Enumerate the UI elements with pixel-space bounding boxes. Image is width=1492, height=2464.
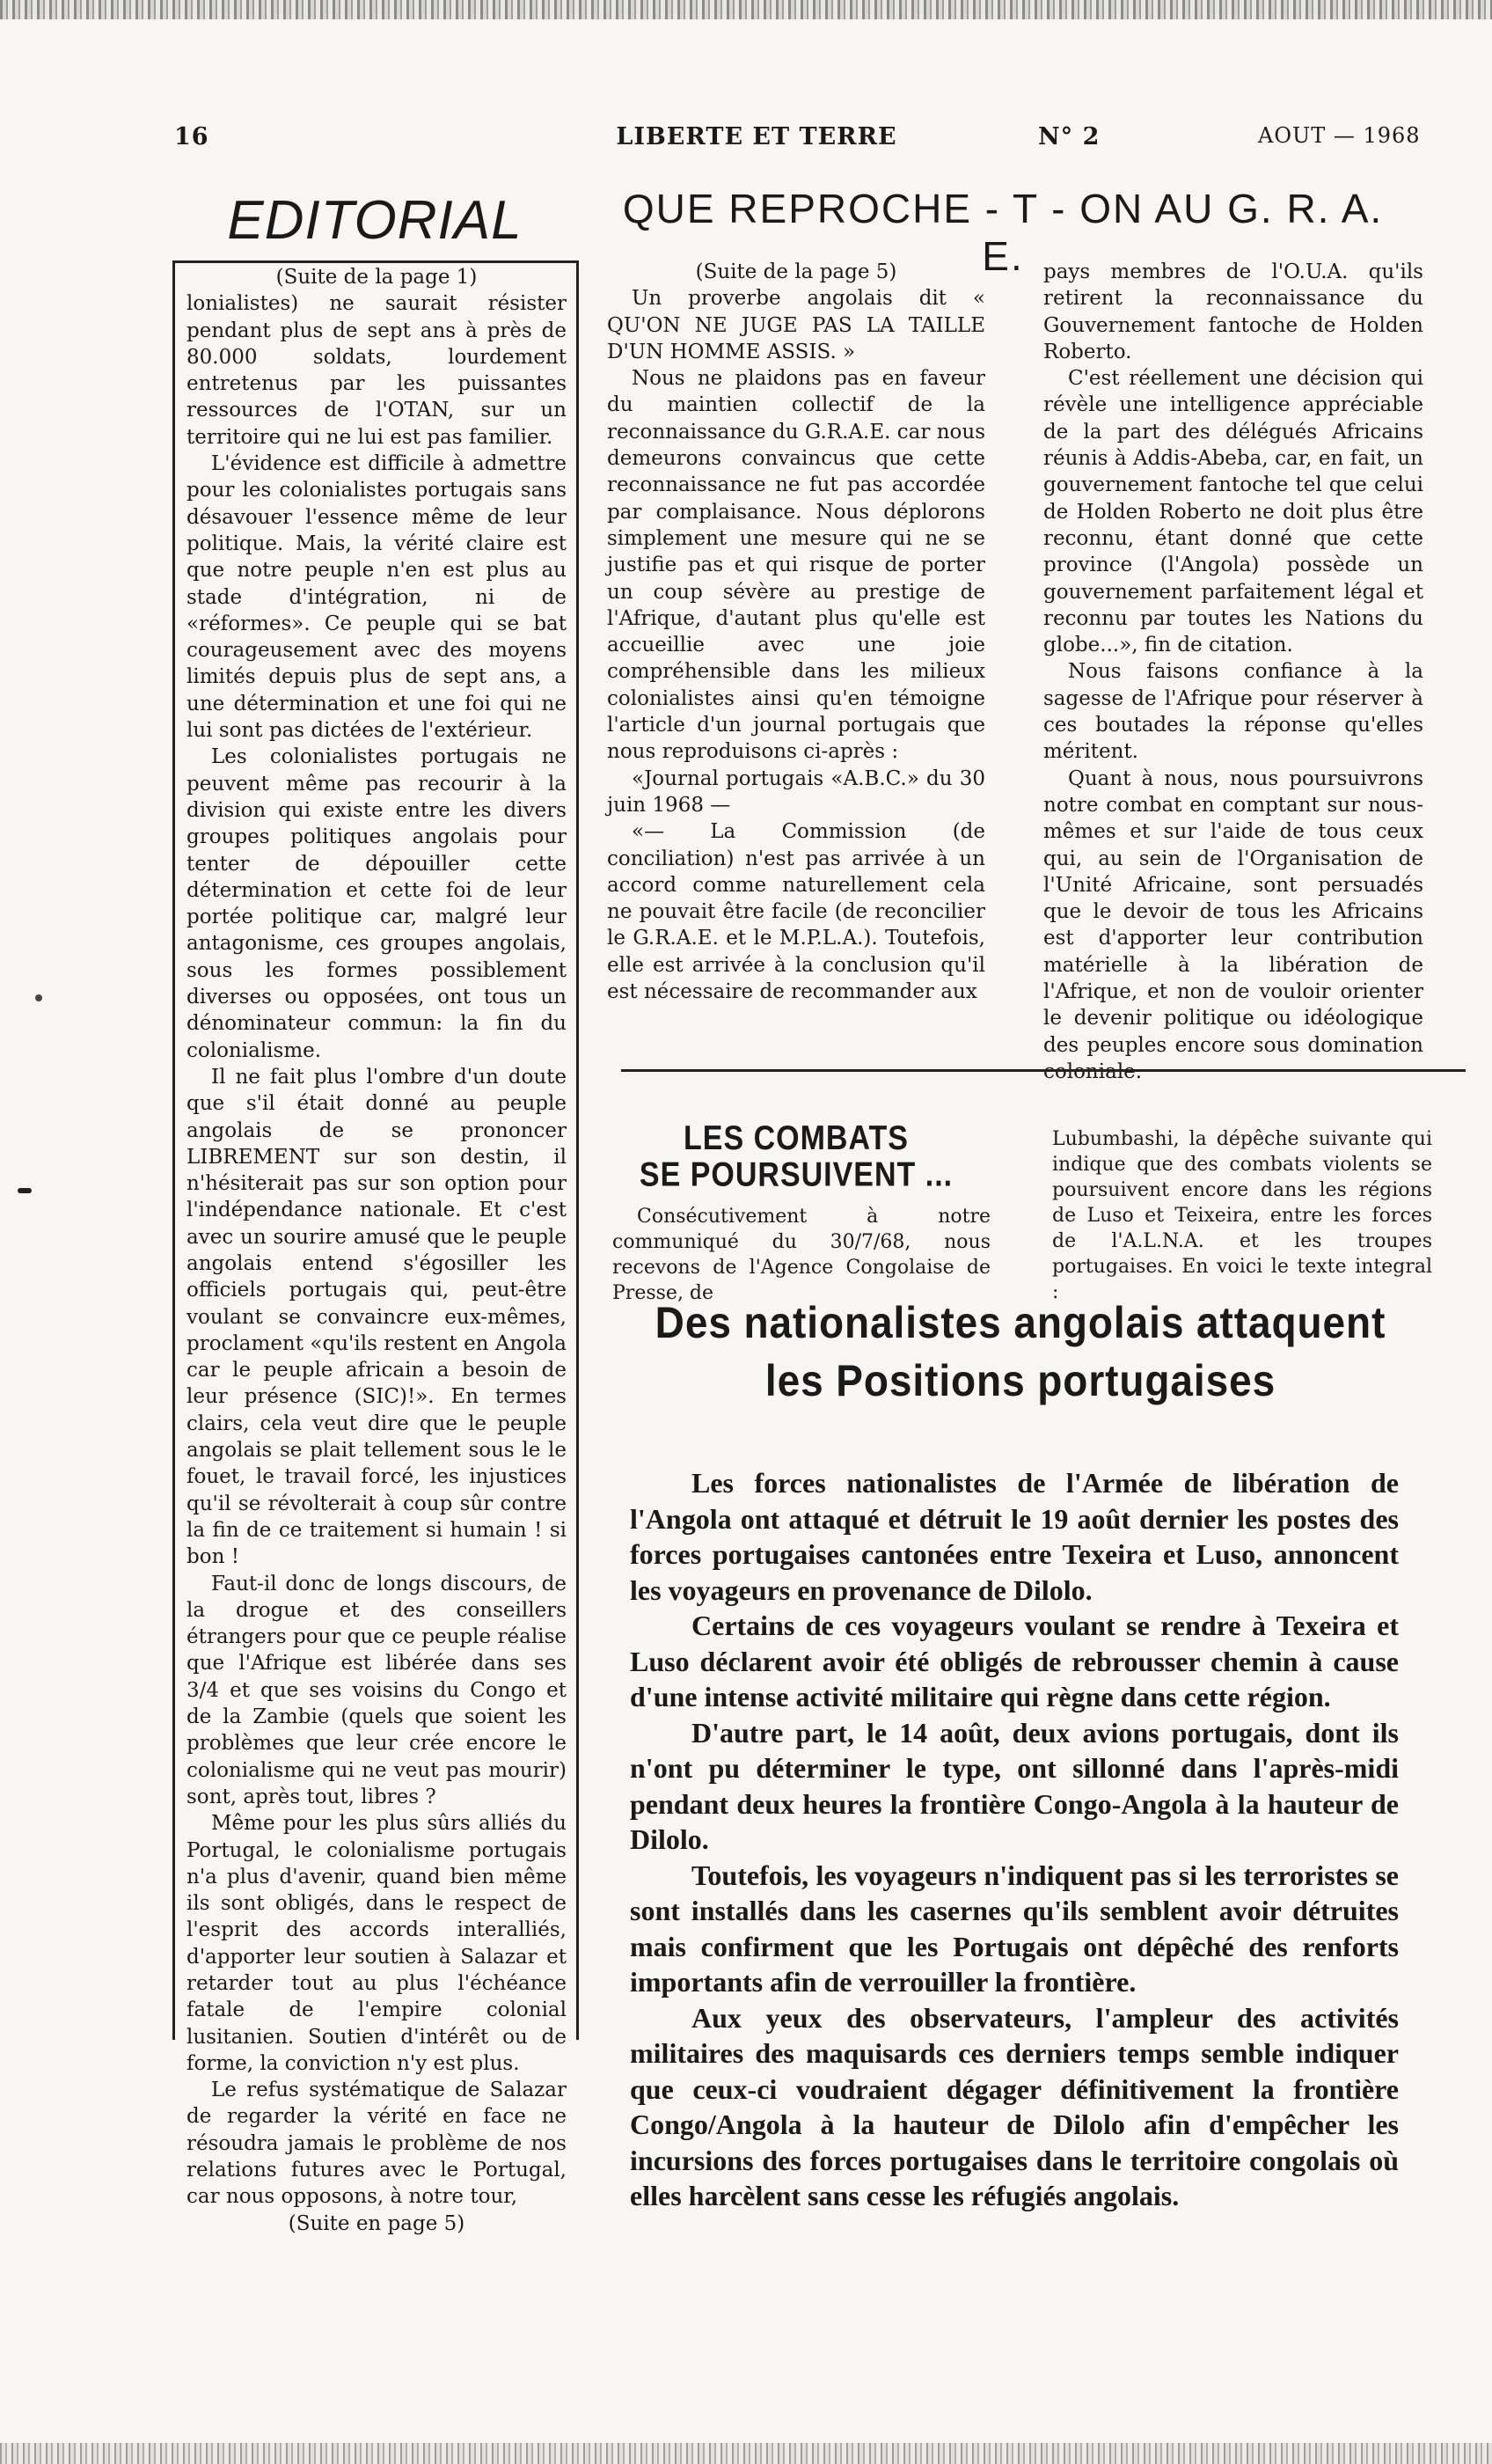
scan-top-edge <box>0 0 1492 19</box>
combats-paragraph: Aux yeux des observateurs, l'ampleur des activités militaires des maquisards ces derniers temps semble indiquer que ceux-ci voudraient dégager définitivement la frontière Congo/Angola à la hauteur de Dilolo afin d'empêcher les incursions des forces portugaises dans le territoire congolais où elles harcèlent sans cesse les réfugiés angolais. <box>630 2001 1399 2211</box>
editorial-paragraph: L'évidence est difficile à admettre pour les colonialistes portugais sans désavouer l'essence même de leur politique. Mais, la vérité claire est que notre peuple n'en est plus au stade d'intégration, ni de «réformes». Ce peuple qui se bat courageusement avec des moyens limités depuis plus de sept ans, a une détermination et une foi qui ne lui sont pas dictées de l'extérieur. <box>186 452 567 743</box>
combats-paragraph: Toutefois, les voyageurs n'indiquent pas si les terroristes se sont installés dans les casernes qu'ils semblent avoir détruites mais confirment que les Portugais ont dépêché des renforts importants afin de verrouiller la frontière. <box>630 1859 1399 1998</box>
grae-paragraph: C'est réellement une décision qui révèle une intelligence appréciable de la part des délégués Africains réunis à Addis-Abeba, car, en fait, un gouvernement fantoche tel que celui de Holden Roberto ne doit plus être reconnu, étant donné que cette province (l'Angola) possède un gouvernement parfaitement légal et reconnu par toutes les Nations du globe...», fin de citation. <box>1043 367 1423 657</box>
editorial-left-rule <box>172 260 175 2040</box>
editorial-paragraph: Il ne fait plus l'ombre d'un doute que s'il était donné au peuple angolais de se prononcer LIBREMENT sur son destin, il n'hésiterait pas sur son option pour l'indépendance nationale. Et c'est avec un sourire amusé que le peuple angolais entend s'égosiller les officiels portugais qui, peut-être voulant se convaincre eux-mêmes, proclament «qu'ils restent en Angola car le peuple africain a besoin de leur présence (SIC)!». En termes clairs, cela veut dire que le peuple angolais se plait tellement sous le le fouet, le travail forcé, les injustices qu'il se révolterait à coup sûr contre la fin de ce traitement si humain ! si bon ! <box>186 1065 567 1569</box>
editorial-paragraph: Le refus systématique de Salazar de regarder la vérité en face ne résoudra jamais le problème de nos relations futures avec le Portugal, car nous opposons, à notre tour, <box>186 2079 567 2209</box>
editorial-continued-to: (Suite en page 5) <box>288 2211 465 2235</box>
grae-paragraph: «Journal portugais «A.B.C.» du 30 juin 1968 — <box>607 766 985 817</box>
combats-title-line2: SE POURSUIVENT ... <box>639 1155 954 1194</box>
combats-intro-right-text: Lubumbashi, la dépêche suivante qui indique que des combats violents se poursuivent encore dans les régions de Luso et Teixeira, entre les forces de l'A.L.N.A. et les troupes portugaises. En voici le texte integral : <box>1052 1128 1432 1303</box>
margin-speck <box>18 1188 32 1193</box>
editorial-continued-from: (Suite de la page 1) <box>275 266 478 289</box>
grae-paragraph: Nous ne plaidons pas en faveur du maintien collectif de la reconnaissance du G.R.A.E. car nous demeurons convaincus que cette reconnaissance ne fut pas accordée par complaisance. Nous déplorons simplement une mesure qui ne se justifie pas et qui risque de porter un coup sévère au prestige de l'Afrique, d'autant plus qu'elle est accueillie avec une joie compréhensible dans les milieux colonialistes ainsi qu'en témoigne l'article d'un journal portugais que nous reproduisons ci-après : <box>607 367 985 764</box>
margin-speck <box>35 994 42 1001</box>
editorial-body <box>186 264 567 2237</box>
combats-paragraph: D'autre part, le 14 août, deux avions portugais, dont ils n'ont pu déterminer le type, ont sillonné dans l'après-midi pendant deux heures la frontière Congo-Angola à la hauteur de Dilolo. <box>630 1716 1399 1855</box>
editorial-paragraph: Faut-il donc de longs discours, de la drogue et des conseillers étrangers pour que ce peuple réalise que l'Afrique est libérée dans ses 3/4 et que ses voisins du Congo et de la Zambie (quels que soient les problèmes que leur crée encore le colonialisme qui ne veut pas mourir) sont, après tout, libres ? <box>186 1572 567 1808</box>
editorial-paragraph: lonialistes) ne saurait résister pendant plus de sept ans à près de 80.000 soldats, lourdement entretenus par les puissantes ressources de l'OTAN, sur un territoire qui ne lui est pas familier. <box>186 292 567 449</box>
combats-body <box>630 1465 1399 2214</box>
grae-column-right <box>1043 259 1423 1085</box>
page-number: 16 <box>174 123 209 150</box>
grae-article-title: QUE REPROCHE - T - ON AU G. R. A. E. <box>622 186 1384 279</box>
combats-intro-left <box>612 1204 991 1306</box>
article-separator-rule <box>621 1069 1466 1072</box>
combats-headline-line1: Des nationalistes angolais attaquent <box>655 1298 1386 1347</box>
issue-number: N° 2 <box>1038 123 1101 150</box>
newspaper-name: LIBERTE ET TERRE <box>616 123 897 150</box>
grae-paragraph: Un proverbe angolais dit « QU'ON NE JUGE PAS LA TAILLE D'UN HOMME ASSIS. » <box>607 287 985 363</box>
editorial-paragraph: Les colonialistes portugais ne peuvent même pas recourir à la division qui existe entre les divers groupes politiques angolais pour tenter de dépouiller cette détermination et cette foi de leur portée politique car, malgré leur antagonisme, ces groupes angolais, sous les formes possiblement diverses ou opposées, ont tous un dénominateur commun: la fin du colonialisme. <box>186 745 567 1062</box>
editorial-top-rule <box>172 260 579 263</box>
editorial-title: EDITORIAL <box>227 190 523 251</box>
combats-title-line1: LES COMBATS <box>684 1118 909 1158</box>
combats-title <box>607 1120 985 1193</box>
grae-paragraph: Quant à nous, nous poursuivrons notre combat en comptant sur nous-mêmes et sur l'aide de tous ceux qui, au sein de l'Organisation de l'Unité Africaine, sont persuadés que le devoir de tous les Africains est d'apporter leur contribution matérielle à la libération de l'Afrique, et non de vouloir orienter le devenir politique ou idéologique des peuples encore sous domination <box>1043 766 1423 1057</box>
combats-intro-right <box>1052 1126 1432 1305</box>
combats-intro-left-text: Consécutivement à notre communiqué du 30/7/68, nous recevons de l'Agence Congolaise de Presse, de <box>612 1206 991 1304</box>
grae-paragraph: Nous faisons confiance à la sagesse de l'Afrique pour réserver à ces boutades la réponse qu'elles méritent. <box>1043 660 1423 764</box>
combats-paragraph: Les forces nationalistes de l'Armée de libération de l'Angola ont attaqué et détruit le 19 août dernier les postes des forces portugaises cantonées entre Texeira et Luso, annoncent les voyageurs en provenance de Dilolo. <box>630 1467 1399 1606</box>
scan-bottom-edge <box>0 2443 1492 2464</box>
editorial-right-rule <box>576 260 579 2040</box>
combats-headline-line2: les Positions portugaises <box>764 1356 1276 1405</box>
grae-continued-from: (Suite de la page 5) <box>695 260 897 283</box>
issue-date: AOUT — 1968 <box>1258 123 1421 148</box>
combats-headline <box>632 1294 1408 1410</box>
combats-paragraph: Certains de ces voyageurs voulant se rendre à Texeira et Luso déclarent avoir été obligés de rebrousser chemin à cause d'une intense activité militaire qui règne dans cette région. <box>630 1610 1399 1712</box>
grae-paragraph: «— La Commission (de conciliation) n'est pas arrivée à un accord comme naturellement cela ne pouvait être facile (de reconcilier le G.R.A.E. et le M.P.L.A.). Toutefois, elle est arrivée à la conclusion qu'il est nécessaire de recommander aux <box>607 820 985 1004</box>
editorial-paragraph: Même pour les plus sûrs alliés du Portugal, le colonialisme portugais n'a plus d'avenir, quand bien même ils sont obligés, dans le respect de l'esprit des accords interalliés, d'apporter leur soutien à Salazar et retarder tout au plus l'échéance fatale de l'empire colonial lusitanien. Soutien d'intérêt ou de forme, la conviction n'y est plus. <box>186 1812 567 2075</box>
grae-column-left <box>607 259 985 1005</box>
grae-paragraph: pays membres de l'O.U.A. qu'ils retirent la reconnaissance du Gouvernement fantoche de Holden Roberto. <box>1043 260 1423 363</box>
